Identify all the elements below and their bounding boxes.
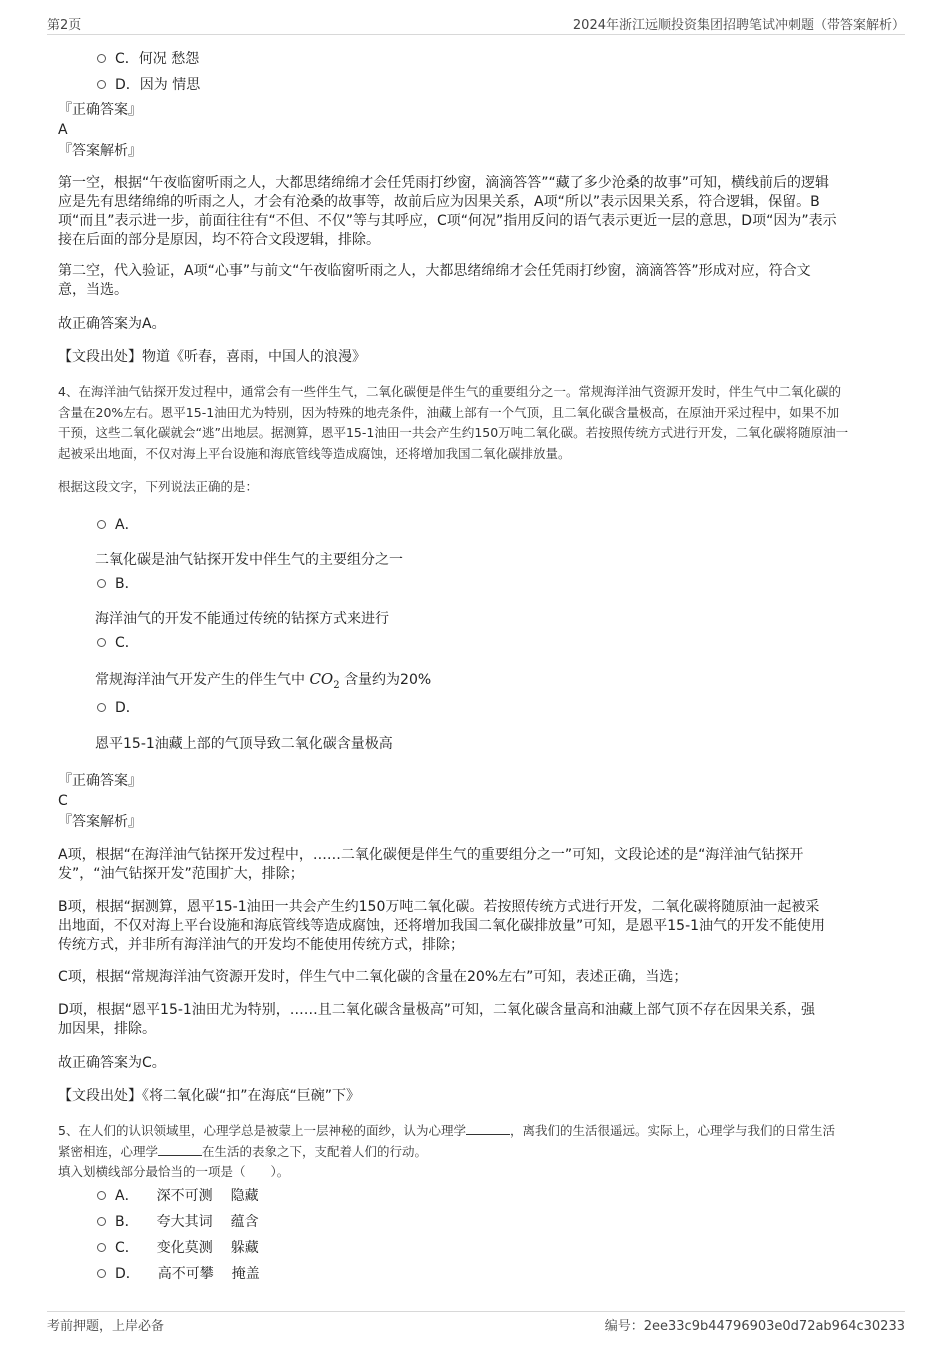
q4-conclusion: 故正确答案为C。 xyxy=(58,1055,166,1071)
q4-analysis-c: C项，根据“常规海洋油气资源开发时，伴生气中二氧化碳的含量在20%左右”可知，表述正确，当选； xyxy=(58,969,688,985)
q5-option-d[interactable]: D． 高不可攀 掩盖 xyxy=(97,1263,260,1283)
q4-stem: 4、在海洋油气钻探开发过程中，通常会有一些伴生气，二氧化碳便是伴生气的重要组分之一。常规海洋油气资源开发时，伴生气中二氧化碳的 含量在20%左右。恩平15-1油田尤为特别，因为特殊的地壳条件，油藏上部有一个气顶，且二氧化碳含量极高，在原油开采过程中，如果不加 干预，这些二氧化碳就会“逃”出地层。据测算，恩平15-1油田一共会产生约150万吨二氧化碳。若按照传统方式进行开发，二氧化碳将随原油一 起被采出地面，不仅对海上平台设施和海底管线等造成腐蚀，还将增加我国二氧化碳排放量。 xyxy=(58,384,849,461)
q4-option-d-text: 恩平15-1油藏上部的气顶导致二氧化碳含量极高 xyxy=(95,736,393,752)
blank-1 xyxy=(466,1122,510,1135)
q4-analysis-b: B项，根据“据测算，恩平15-1油田一共会产生约150万吨二氧化碳。若按照传统方式进行开发，二氧化碳将随原油一起被采 出地面，不仅对海上平台设施和海底管线等造成腐蚀，还将增加我国二氧化碳排放量”可知，是恩平15-1油气的开发不能使用 传统方式，并非所有海洋油气的开发均不能使用传统方式，排除； xyxy=(58,899,826,953)
document-code: 编号：2ee33c9b44796903e0d72ab964c30233 xyxy=(604,1319,905,1334)
q3-option-c[interactable]: C．何况 愁怨 xyxy=(97,48,199,68)
q3-analysis-label: 『答案解析』 xyxy=(58,143,142,159)
q3-conclusion: 故正确答案为A。 xyxy=(58,316,166,332)
q3-analysis-para-2: 第二空，代入验证，A项“心事”与前文“午夜临窗听雨之人，大都思绪绵绵才会任凭雨打纱窗，滴滴答答”形成对应，符合文 意，当选。 xyxy=(58,263,811,298)
q4-question: 根据这段文字，下列说法正确的是： xyxy=(58,479,259,494)
footer-slogan: 考前押题，上岸必备 xyxy=(47,1319,165,1334)
q4-answer-label: 『正确答案』 xyxy=(58,773,142,789)
page-footer xyxy=(47,1311,905,1334)
q4-answer: C xyxy=(58,793,68,809)
q3-source: 【文段出处】物道《听春，喜雨，中国人的浪漫》 xyxy=(58,349,366,365)
page-header xyxy=(47,14,905,35)
document-title: 2024年浙江远顺投资集团招聘笔试冲刺题（带答案解析） xyxy=(572,18,905,33)
q3-analysis-para-1: 第一空，根据“午夜临窗听雨之人，大都思绪绵绵才会任凭雨打纱窗，滴滴答答”“藏了多少沧桑的故事”可知，横线前后的逻辑 应是先有思绪绵绵的听雨之人，才会有沧桑的故事等，故前后应为因果关系，A项“所以”表示因果关系，符合逻辑，保留。B 项“而且”表示进一步，前面往往有“不但、不仅”等与其呼应，C项“何况”指用反问的语气表示更近一层的意思，D项“因为”表示 接在后面的部分是原因，均不符合文段逻辑，排除。 xyxy=(58,175,837,248)
q4-option-b-text: 海洋油气的开发不能通过传统的钻探方式来进行 xyxy=(95,611,389,627)
radio-icon[interactable] xyxy=(97,703,106,712)
q5-question: 填入划横线部分最恰当的一项是（ ）。 xyxy=(58,1164,290,1179)
radio-icon[interactable] xyxy=(97,1243,106,1252)
q5-option-c[interactable]: C． 变化莫测 躲藏 xyxy=(97,1237,259,1257)
radio-icon[interactable] xyxy=(97,579,106,588)
q3-option-d[interactable]: D．因为 情思 xyxy=(97,74,200,94)
q5-option-b[interactable]: B． 夸大其词 蕴含 xyxy=(97,1211,259,1231)
q4-analysis-d: D项，根据“恩平15-1油田尤为特别，……且二氧化碳含量极高”可知，二氧化碳含量高和油藏上部气顶不存在因果关系，强 加因果，排除。 xyxy=(58,1002,816,1037)
blank-2 xyxy=(158,1143,202,1156)
radio-icon[interactable] xyxy=(97,54,106,63)
q4-option-a[interactable]: A． xyxy=(97,514,139,534)
q4-analysis-label: 『答案解析』 xyxy=(58,814,142,830)
radio-icon[interactable] xyxy=(97,638,106,647)
q4-option-c[interactable]: C． xyxy=(97,632,139,652)
radio-icon[interactable] xyxy=(97,1269,106,1278)
radio-icon[interactable] xyxy=(97,1191,106,1200)
q4-option-d[interactable]: D． xyxy=(97,697,140,717)
q3-answer-label: 『正确答案』 xyxy=(58,102,142,118)
q4-analysis-a: A项，根据“在海洋油气钻探开发过程中，……二氧化碳便是伴生气的重要组分之一”可知，文段论述的是“海洋油气钻探开 发”，“油气钻探开发”范围扩大，排除； xyxy=(58,847,804,882)
q5-option-a[interactable]: A． 深不可测 隐藏 xyxy=(97,1185,259,1205)
q4-option-c-text: 常规海洋油气开发产生的伴生气中 $CO_2$ 含量约为20% xyxy=(95,670,432,691)
q4-option-b[interactable]: B． xyxy=(97,573,139,593)
q4-option-a-text: 二氧化碳是油气钻探开发中伴生气的主要组分之一 xyxy=(95,552,403,568)
q4-source: 【文段出处】《将二氧化碳“扣”在海底“巨碗”下》 xyxy=(58,1088,361,1104)
radio-icon[interactable] xyxy=(97,80,106,89)
page-number: 第2页 xyxy=(47,18,82,33)
co2-formula: $CO_2$ xyxy=(309,670,340,691)
radio-icon[interactable] xyxy=(97,1217,106,1226)
q5-stem: 5、在人们的认识领域里，心理学总是被蒙上一层神秘的面纱，认为心理学 ，离我们的生活很遥远。实际上，心理学与我们的日常生活 紧密相连，心理学 在生活的表象之下，支配着人们的行动。 填入划横线部分最恰当的一项是（ ）。 xyxy=(58,1121,898,1183)
q3-answer: A xyxy=(58,122,68,138)
radio-icon[interactable] xyxy=(97,520,106,529)
